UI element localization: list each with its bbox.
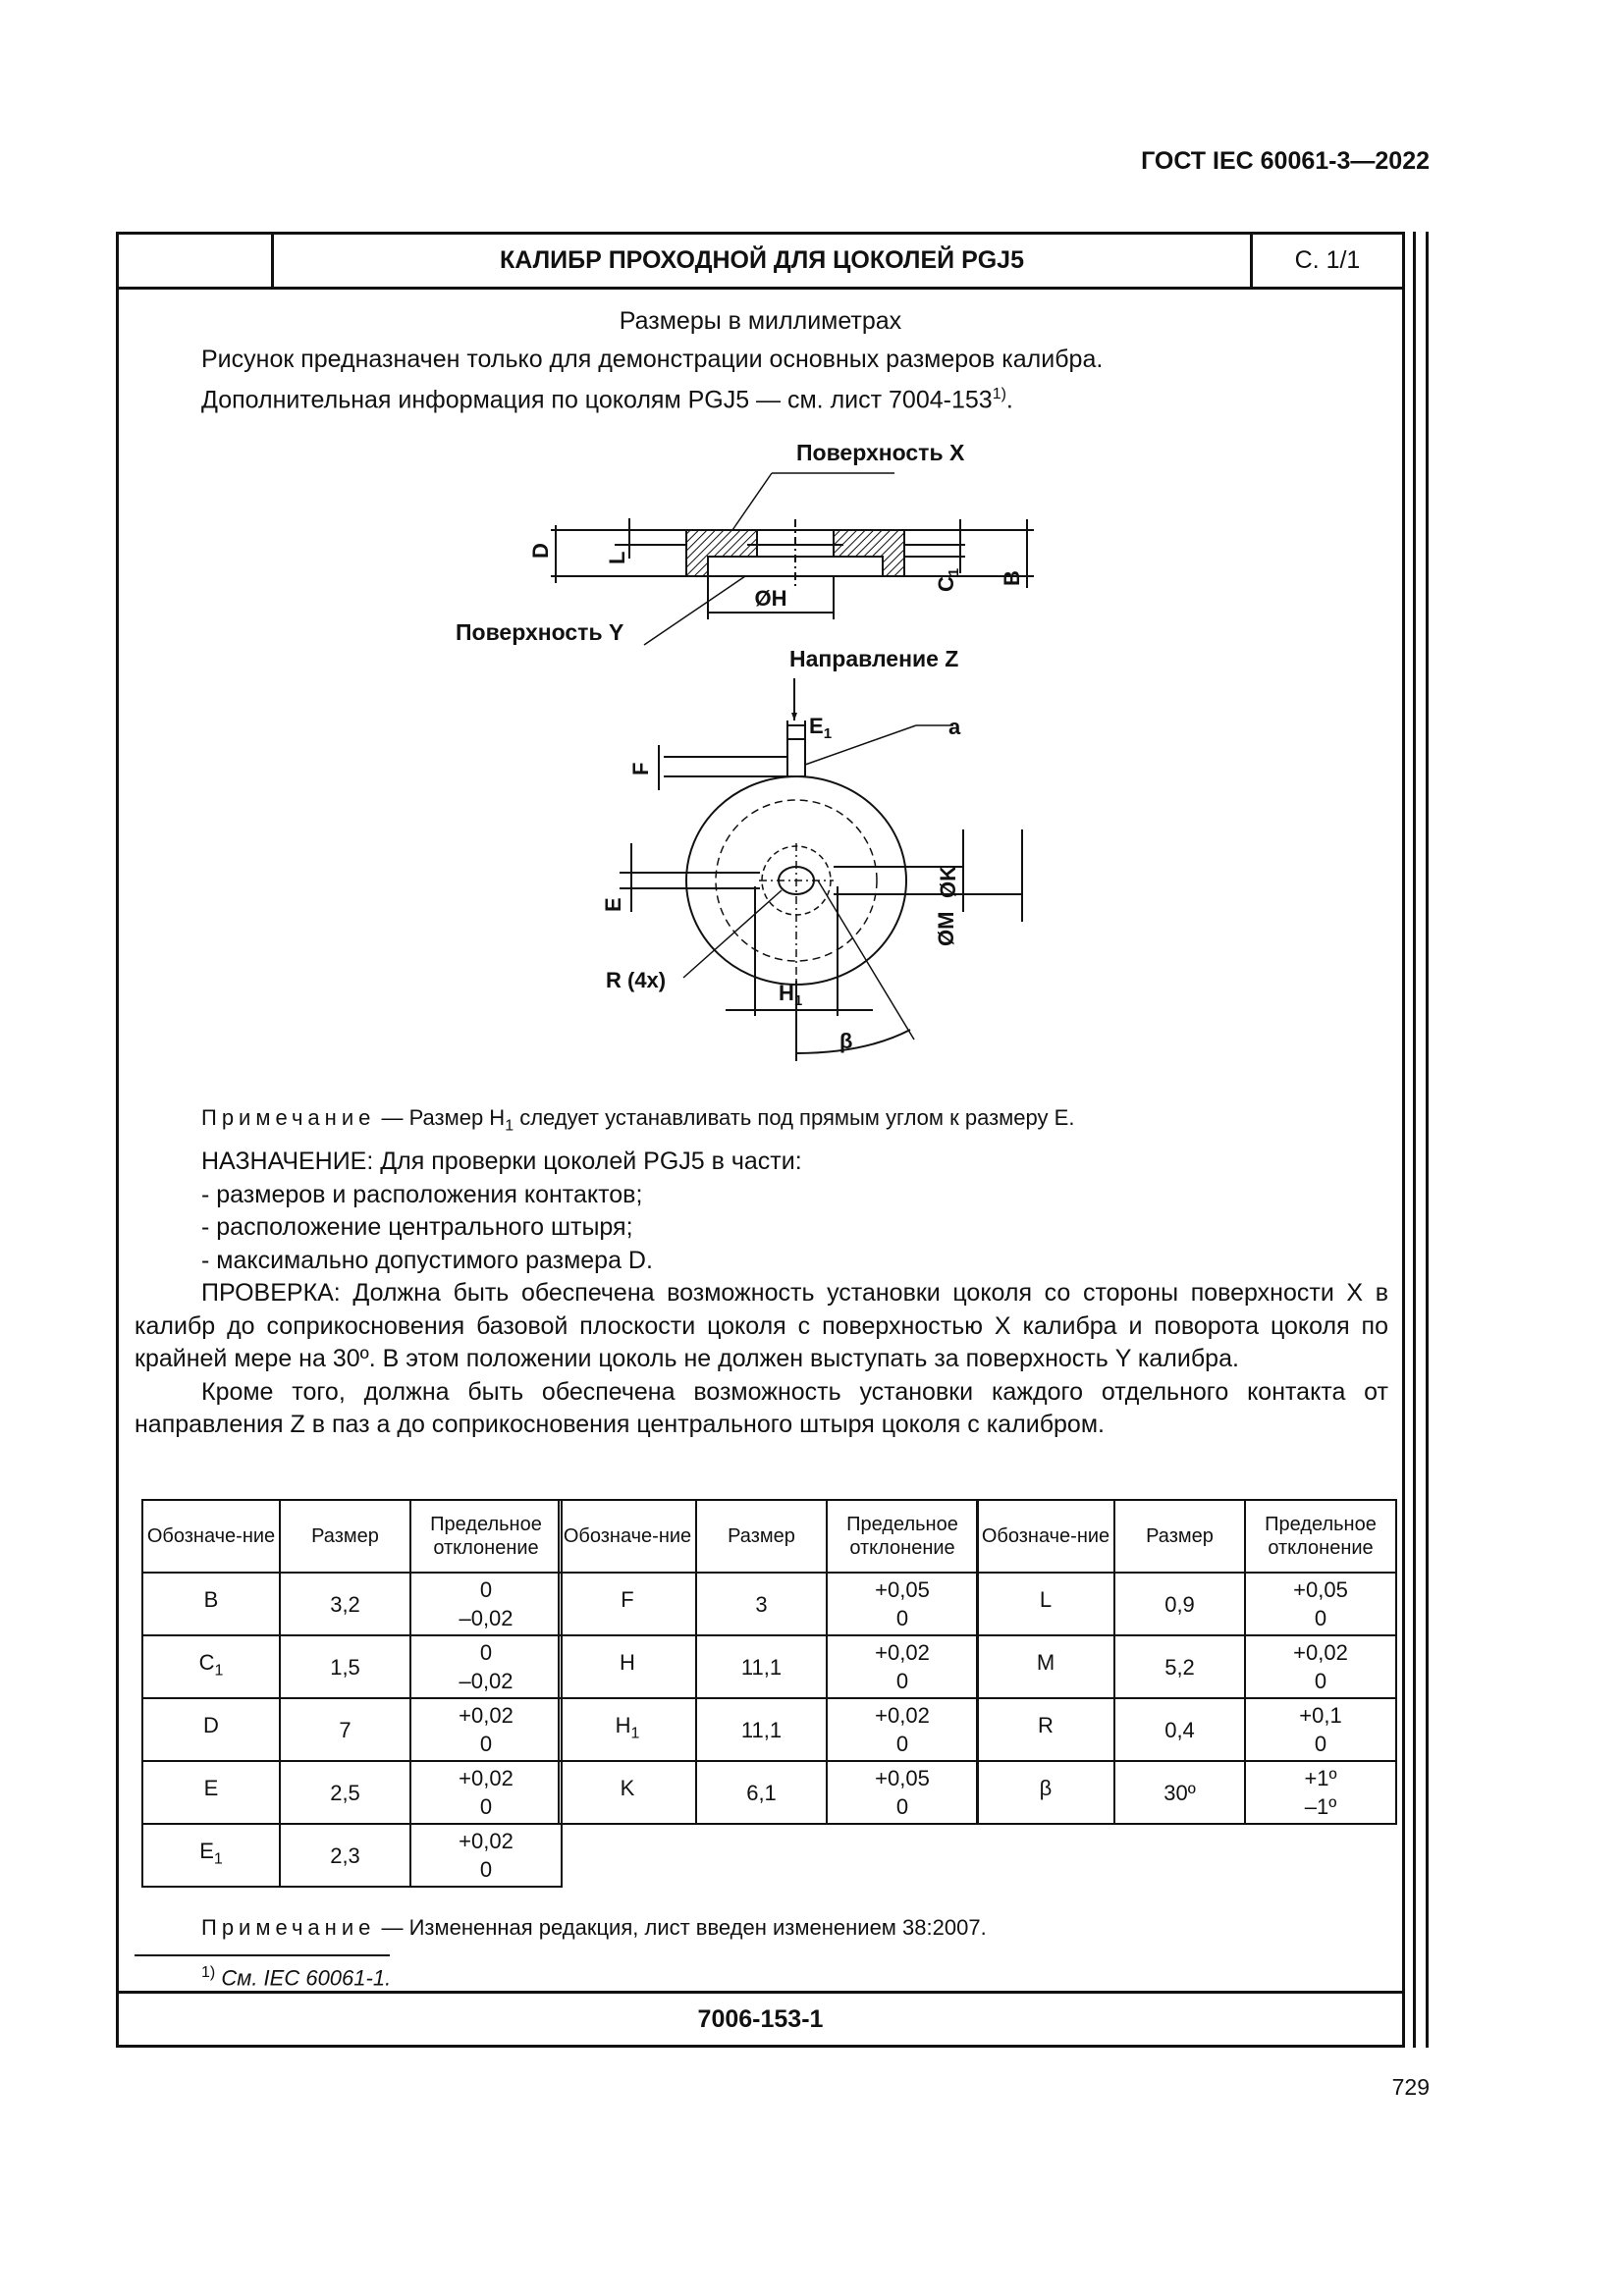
footnote-ref: 1)	[992, 386, 1006, 402]
page-number: 729	[1391, 2074, 1430, 2100]
dimensions-table-a	[141, 1499, 563, 1888]
table-row	[559, 1573, 978, 1635]
tolerance-cell	[827, 1635, 978, 1698]
designation-cell	[559, 1635, 696, 1698]
designation-cell	[977, 1635, 1114, 1698]
tolerance-upper: +0,02	[459, 1829, 514, 1853]
tolerance-upper: +0,05	[875, 1766, 930, 1790]
dim-c1-label	[934, 568, 962, 592]
designation: H	[615, 1713, 631, 1738]
size-cell: 0,9	[1114, 1573, 1245, 1635]
table-row	[142, 1761, 562, 1824]
designation-cell	[977, 1761, 1114, 1824]
size-cell: 3,2	[280, 1573, 410, 1635]
size-cell: 1,5	[280, 1635, 410, 1698]
table-row	[977, 1761, 1396, 1824]
size-cell: 7	[280, 1698, 410, 1761]
footnote-text: См. IEC 60061-1.	[215, 1965, 392, 1991]
tolerance-lower: 0	[895, 1732, 909, 1756]
table-header-row	[142, 1500, 562, 1573]
designation: C	[198, 1650, 215, 1676]
designation: D	[203, 1713, 219, 1738]
tolerance-cell	[410, 1824, 562, 1887]
size-cell: 6,1	[696, 1761, 827, 1824]
dim-b-label: B	[1000, 570, 1024, 586]
header-designation: Обозначе-ние	[559, 1500, 696, 1573]
designation: E	[203, 1776, 219, 1801]
purpose-item-3: - максимально допустимого размера D.	[201, 1246, 653, 1274]
dim-beta-label: β	[839, 1029, 853, 1053]
dim-d-label: D	[528, 543, 553, 559]
intro-line-2-end: .	[1005, 386, 1013, 414]
sheet-title: КАЛИБР ПРОХОДНОЙ ДЛЯ ЦОКОЛЕЙ PGJ5	[499, 246, 1024, 274]
designation: K	[620, 1776, 635, 1801]
tolerance-cell	[410, 1761, 562, 1824]
table-row	[977, 1698, 1396, 1761]
tolerance-cell	[827, 1698, 978, 1761]
direction-z-label: Направление Z	[789, 646, 959, 671]
dim-c1-letter: C	[934, 576, 958, 592]
tolerance-upper: +0,02	[875, 1640, 930, 1665]
designation-cell	[142, 1698, 280, 1761]
dim-c1-sub: 1	[946, 567, 962, 577]
footnote	[201, 1964, 391, 1991]
tolerance-lower: 0	[1314, 1606, 1327, 1630]
tolerance-lower: –0,02	[459, 1606, 514, 1630]
header-designation: Обозначе-ние	[977, 1500, 1114, 1573]
size-cell: 30º	[1114, 1761, 1245, 1824]
dim-f-label: F	[628, 762, 653, 775]
tolerance-upper: +0,1	[1299, 1703, 1342, 1728]
extra-paragraph: Кроме того, должна быть обеспечена возможность установки каждого отдельного контакта от направления Z в паз a до соприкосновения центрального штыря цоколя с калибром.	[135, 1377, 1388, 1438]
table-row	[559, 1635, 978, 1698]
designation: R	[1038, 1713, 1054, 1738]
table-row	[559, 1761, 978, 1824]
dim-h-label: ØH	[754, 586, 787, 611]
header-designation: Обозначе-ние	[142, 1500, 280, 1573]
designation-cell	[142, 1635, 280, 1698]
purpose-title: НАЗНАЧЕНИЕ: Для проверки цоколей PGJ5 в части:	[201, 1148, 802, 1175]
designation: E	[199, 1839, 214, 1864]
purpose-item-2: - расположение центрального штыря;	[201, 1213, 633, 1241]
header-size: Размер	[280, 1500, 410, 1573]
dim-e1-letter: E	[809, 714, 824, 738]
designation-sub: 1	[630, 1725, 640, 1742]
tolerance-cell	[1245, 1573, 1396, 1635]
table-row	[142, 1698, 562, 1761]
designation-sub: 1	[213, 1850, 223, 1868]
designation: H	[620, 1650, 635, 1676]
tolerance-lower: –1º	[1304, 1794, 1337, 1819]
drawing-sheet	[116, 232, 1405, 2048]
tolerance-cell	[1245, 1698, 1396, 1761]
dim-l-label: L	[605, 551, 629, 564]
size-cell: 2,5	[280, 1761, 410, 1824]
tolerance-upper: +0,02	[875, 1703, 930, 1728]
designation: β	[1039, 1776, 1053, 1801]
tolerance-upper: +1º	[1304, 1766, 1337, 1790]
footnote-mark: 1)	[201, 1964, 216, 1981]
intro-line-2-text: Дополнительная информация по цоколям PGJ5 — см. лист 7004-153	[201, 386, 993, 414]
tolerance-cell	[410, 1635, 562, 1698]
size-cell: 11,1	[696, 1698, 827, 1761]
surface-x-label: Поверхность X	[796, 440, 965, 465]
size-cell: 2,3	[280, 1824, 410, 1887]
dimensions-table-c	[976, 1499, 1397, 1825]
tolerance-cell	[1245, 1635, 1396, 1698]
tolerance-lower: 0	[479, 1794, 493, 1819]
tolerance-upper: +0,02	[459, 1766, 514, 1790]
dim-h1-sub: 1	[793, 992, 803, 1009]
header-size: Размер	[1114, 1500, 1245, 1573]
tolerance-cell	[410, 1573, 562, 1635]
dim-e1-sub: 1	[823, 725, 833, 742]
designation-cell	[559, 1698, 696, 1761]
note1-sub: 1	[505, 1117, 514, 1135]
dim-h1-letter: H	[779, 981, 794, 1005]
note1-text-b: следует устанавливать под прямым углом к размеру E.	[514, 1105, 1075, 1130]
purpose-section	[135, 1146, 1388, 1442]
table-row	[142, 1573, 562, 1635]
purpose-item-1: - размеров и расположения контактов;	[201, 1180, 643, 1208]
note-right-angle	[201, 1105, 1074, 1135]
designation-cell	[559, 1573, 696, 1635]
note1-label: Примечание	[201, 1105, 376, 1130]
size-cell: 11,1	[696, 1635, 827, 1698]
tolerance-upper: +0,02	[459, 1703, 514, 1728]
surface-y-label: Поверхность Y	[456, 619, 624, 645]
tolerance-lower: 0	[479, 1857, 493, 1882]
designation-cell	[977, 1698, 1114, 1761]
header-size: Размер	[696, 1500, 827, 1573]
designation-cell	[559, 1761, 696, 1824]
frame-side-rails	[1413, 232, 1429, 2048]
table-row	[142, 1824, 562, 1887]
table-header-row	[977, 1500, 1396, 1573]
sheet-code: 7006-153-1	[119, 1991, 1402, 2045]
tolerance-lower: 0	[895, 1669, 909, 1693]
designation-cell	[142, 1824, 280, 1887]
check-paragraph: ПРОВЕРКА: Должна быть обеспечена возможность установки цоколя со стороны поверхности X в калибр до соприкосновения базовой плоскости цоколя с поверхностью X калибра и поворота цоколя по крайней мере на 30º. В этом положении цоколь не должен выступать за поверхность Y калибра.	[135, 1279, 1388, 1372]
dim-m-label: ØM	[934, 911, 958, 946]
radius-label: R (4x)	[606, 968, 667, 992]
slot-a-label: a	[948, 715, 961, 739]
contact-slot-a	[787, 739, 805, 776]
sheet-number: С. 1/1	[1250, 235, 1402, 287]
tolerance-cell	[827, 1573, 978, 1635]
designation: L	[1039, 1587, 1053, 1613]
tolerance-cell	[1245, 1761, 1396, 1824]
units-note: Размеры в миллиметрах	[619, 307, 902, 335]
note2-label: Примечание	[201, 1915, 376, 1940]
table-row	[977, 1635, 1396, 1698]
dim-e1-label	[809, 714, 832, 742]
size-cell: 3	[696, 1573, 827, 1635]
tolerance-cell	[827, 1761, 978, 1824]
standard-designation: ГОСТ IEC 60061-3—2022	[1141, 147, 1430, 175]
table-row	[559, 1698, 978, 1761]
tolerance-upper: +0,05	[1293, 1577, 1348, 1602]
header-tolerance: Предельное отклонение	[1245, 1500, 1396, 1573]
tolerance-lower: 0	[895, 1794, 909, 1819]
footnote-divider	[135, 1954, 390, 1956]
dim-e-label: E	[601, 897, 625, 912]
header-tolerance: Предельное отклонение	[827, 1500, 978, 1573]
tolerance-lower: 0	[895, 1606, 909, 1630]
table-header-row	[559, 1500, 978, 1573]
designation: B	[203, 1587, 219, 1613]
designation: M	[1036, 1650, 1055, 1676]
intro-line-1: Рисунок предназначен только для демонстрации основных размеров калибра.	[201, 346, 1104, 373]
tolerance-lower: 0	[1314, 1732, 1327, 1756]
note1-text-a: — Размер H	[375, 1105, 506, 1130]
header-tolerance: Предельное отклонение	[410, 1500, 562, 1573]
designation-cell	[142, 1573, 280, 1635]
designation-sub: 1	[214, 1662, 224, 1680]
table-row	[977, 1573, 1396, 1635]
designation-cell	[142, 1761, 280, 1824]
tolerance-upper: +0,02	[1293, 1640, 1348, 1665]
designation-cell	[977, 1573, 1114, 1635]
size-cell: 0,4	[1114, 1698, 1245, 1761]
note2-text: — Измененная редакция, лист введен изменением 38:2007.	[375, 1915, 987, 1940]
tolerance-upper: 0	[479, 1640, 493, 1665]
dim-k-label: ØK	[936, 866, 960, 898]
tolerance-lower: 0	[479, 1732, 493, 1756]
dimensions-table-b	[558, 1499, 979, 1825]
size-cell: 5,2	[1114, 1635, 1245, 1698]
tolerance-lower: –0,02	[459, 1669, 514, 1693]
designation: F	[621, 1587, 634, 1613]
tolerance-upper: 0	[479, 1577, 493, 1602]
tolerance-cell	[410, 1698, 562, 1761]
note-amendment	[201, 1915, 987, 1941]
tolerance-lower: 0	[1314, 1669, 1327, 1693]
table-row	[142, 1635, 562, 1698]
tolerance-upper: +0,05	[875, 1577, 930, 1602]
